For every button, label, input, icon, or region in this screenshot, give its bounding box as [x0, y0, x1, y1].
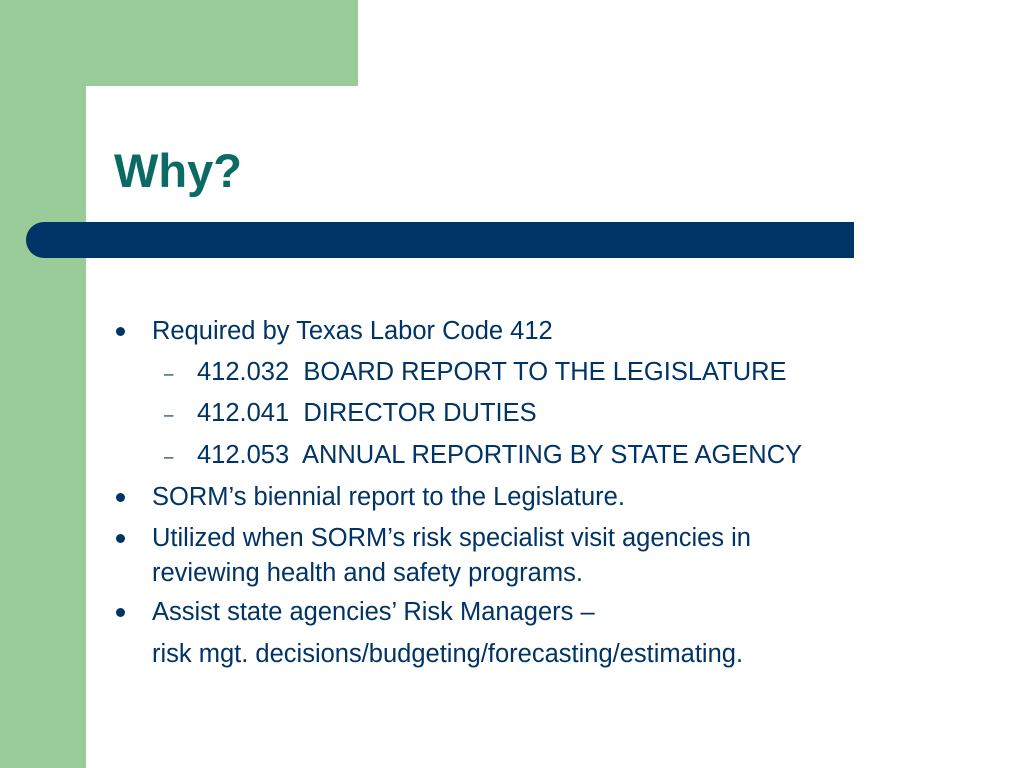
sub-bullet-3-text: 412.053 ANNUAL REPORTING BY STATE AGENCY	[197, 441, 803, 469]
sub-bullet-2-text: 412.041 DIRECTOR DUTIES	[197, 399, 537, 427]
sub-bullet-marker: –	[164, 364, 174, 383]
bullet-3-line-2: reviewing health and safety programs.	[152, 559, 583, 587]
slide-title: Why?	[114, 144, 242, 197]
bullet-marker	[116, 327, 125, 336]
bullet-marker	[116, 493, 125, 502]
bullet-2-text: SORM’s biennial report to the Legislature.	[152, 483, 625, 511]
bullet-1-text: Required by Texas Labor Code 412	[152, 317, 553, 345]
sub-bullet-1-text: 412.032 BOARD REPORT TO THE LEGISLATURE	[197, 358, 787, 386]
bullet-4-line-2: risk mgt. decisions/budgeting/forecasting/estimating.	[152, 640, 744, 668]
bullet-3-line-1: Utilized when SORM’s risk specialist visit agencies in	[152, 524, 751, 552]
sub-bullet-marker: –	[164, 447, 174, 466]
bullet-marker	[116, 608, 125, 617]
bullet-4-line-1: Assist state agencies’ Risk Managers –	[152, 598, 595, 626]
sub-bullet-marker: –	[164, 405, 174, 424]
bullet-marker	[116, 534, 125, 543]
